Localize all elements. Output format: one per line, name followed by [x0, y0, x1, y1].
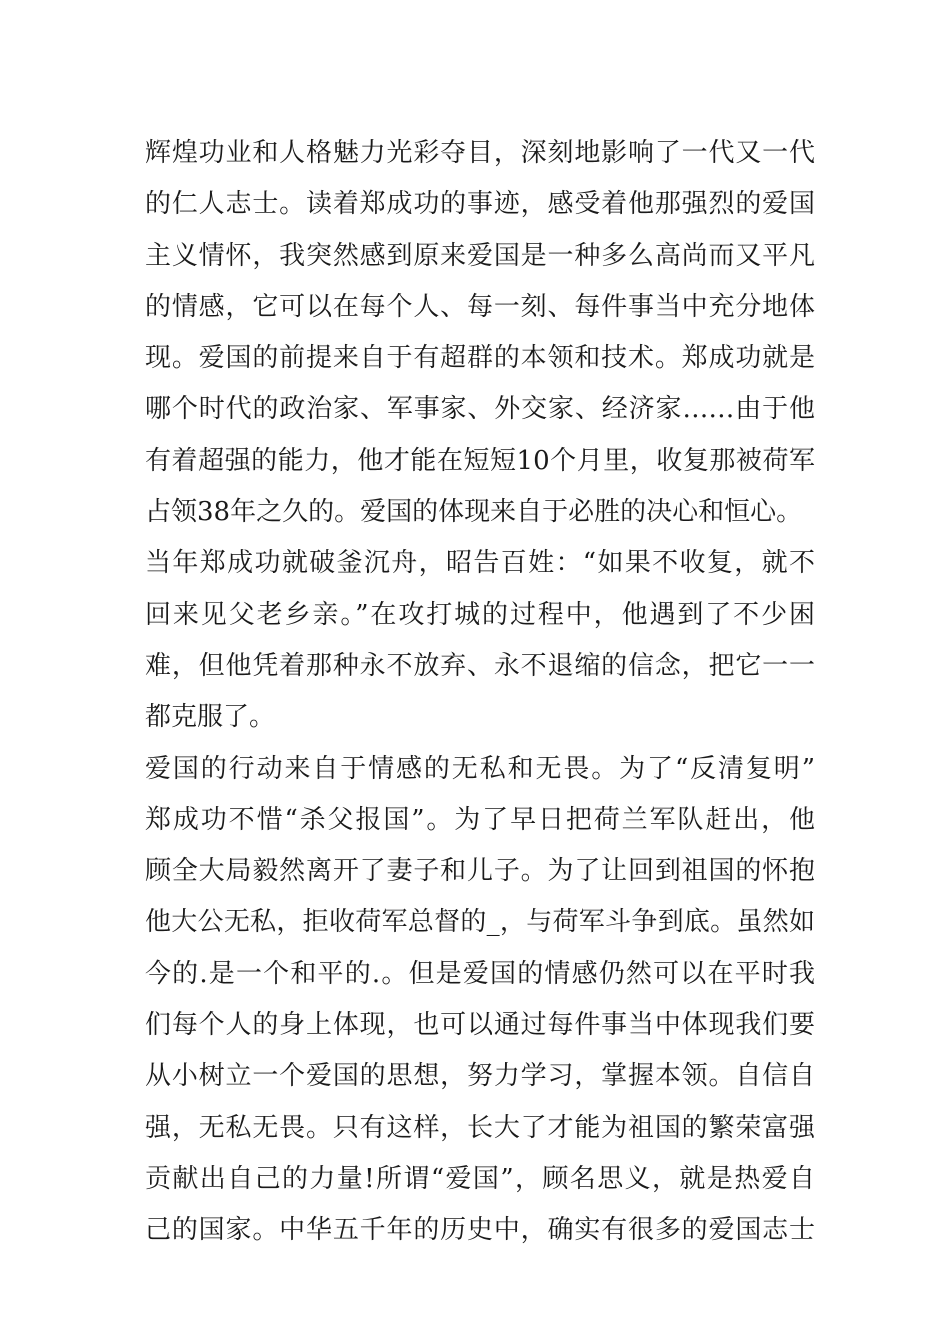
text-line: 都克服了。	[145, 702, 276, 733]
text-line: 有着超强的能力，他才能在短短10个月里，收复那被荷军	[145, 445, 815, 476]
text-line: 的仁人志士。读着郑成功的事迹，感受着他那强烈的爱国	[145, 189, 815, 220]
text-line: 回来见父老乡亲。”在攻打城的过程中，他遇到了不少困	[145, 599, 815, 630]
text-line: 顾全大局毅然离开了妻子和儿子。为了让回到祖国的怀抱	[145, 856, 815, 887]
text-line: 辉煌功业和人格魅力光彩夺目，深刻地影响了一代又一代	[145, 138, 815, 168]
text-line: 们每个人的身上体现，也可以通过每件事当中体现我们要	[145, 1010, 815, 1041]
text-line: 难，但他凭着那种永不放弃、永不退缩的信念，把它一一	[145, 650, 815, 681]
text-line: 今的.是一个和平的.。但是爱国的情感仍然可以在平时我	[145, 958, 815, 989]
text-line: 贡献出自己的力量!所谓“爱国”，顾名思义，就是热爱自	[145, 1163, 815, 1194]
text-line: 郑成功不惜“杀父报国”。为了早日把荷兰军队赶出，他	[145, 804, 815, 835]
text-line: 己的国家。中华五千年的历史中，确实有很多的爱国志士	[145, 1215, 815, 1246]
body-text	[145, 128, 815, 1257]
text-line: 他大公无私，拒收荷军总督的_，与荷军斗争到底。虽然如	[145, 907, 815, 938]
text-line: 当年郑成功就破釜沉舟，昭告百姓：“如果不收复，就不	[145, 548, 815, 579]
text-line: 现。爱国的前提来自于有超群的本领和技术。郑成功就是	[145, 343, 815, 374]
text-line: 爱国的行动来自于情感的无私和无畏。为了“反清复明”	[145, 753, 815, 784]
text-line: 主义情怀，我突然感到原来爱国是一种多么高尚而又平凡	[145, 240, 815, 271]
text-line: 从小树立一个爱国的思想，努力学习，掌握本领。自信自	[145, 1061, 815, 1092]
text-line: 占领38年之久的。爱国的体现来自于必胜的决心和恒心。	[145, 497, 803, 528]
text-line: 的情感，它可以在每个人、每一刻、每件事当中充分地体	[145, 291, 815, 322]
text-line: 强，无私无畏。只有这样，长大了才能为祖国的繁荣富强	[145, 1112, 815, 1143]
text-line: 哪个时代的政治家、军事家、外交家、经济家……由于他	[145, 394, 815, 425]
